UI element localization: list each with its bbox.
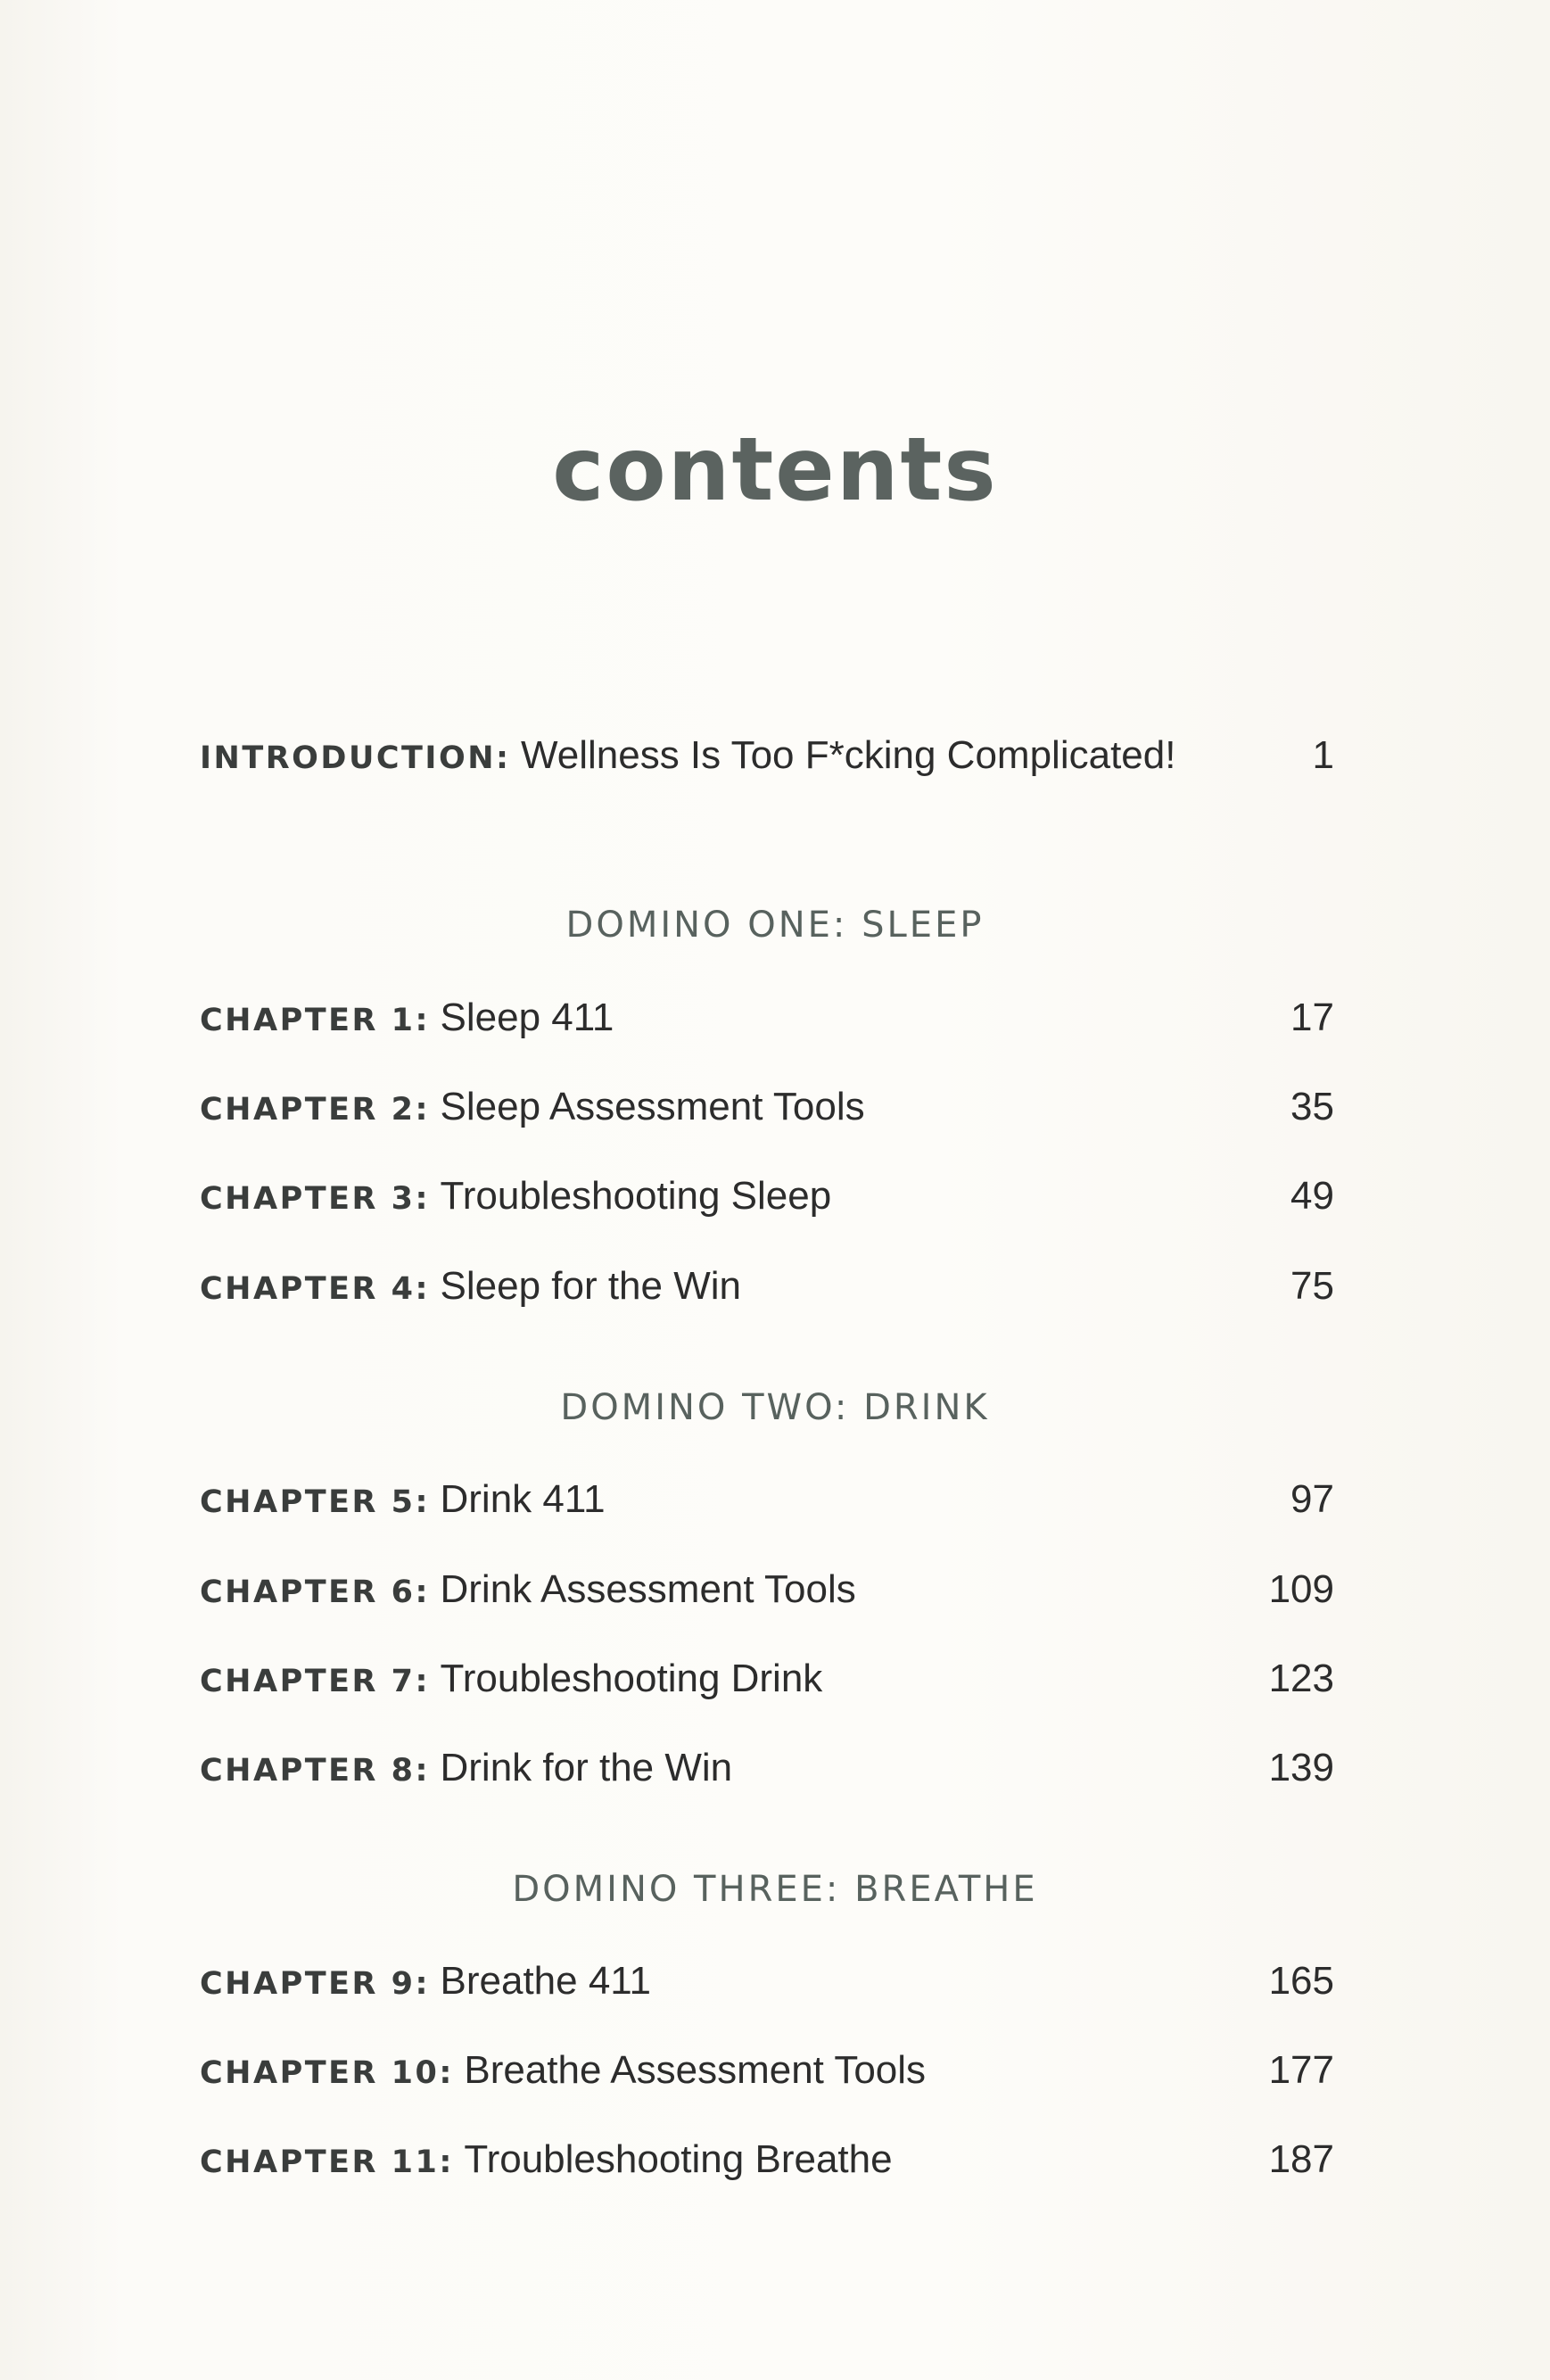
entry-label: CHAPTER 6 (200, 1574, 416, 1610)
entry-page-number: 75 (1290, 1264, 1334, 1308)
toc-entry-chapter-9[interactable] (200, 1959, 1334, 2012)
entry-label: CHAPTER 9 (200, 1966, 416, 2002)
toc-entry-chapter-7[interactable] (200, 1657, 1334, 1710)
toc-entry-chapter-10[interactable] (200, 2048, 1334, 2102)
section-heading-breathe: DOMINO THREE: BREATHE (512, 1869, 1038, 1910)
toc-entry-chapter-1[interactable] (200, 996, 1334, 1049)
toc-entry-introduction[interactable] (200, 733, 1334, 787)
entry-page-number: 35 (1290, 1085, 1334, 1128)
entry-page-number: 17 (1290, 996, 1334, 1039)
entry-title: Breathe Assessment Tools (464, 2048, 927, 2092)
entry-title: Troubleshooting Sleep (440, 1174, 832, 1218)
entry-label: CHAPTER 4 (200, 1271, 416, 1307)
section-heading-drink: DOMINO TWO: DRINK (560, 1387, 990, 1428)
entry-page-number: 139 (1268, 1746, 1334, 1789)
entry-label: CHAPTER 3 (200, 1181, 416, 1217)
entry-page-number: 97 (1290, 1477, 1334, 1521)
entry-title: Troubleshooting Drink (440, 1657, 823, 1700)
entry-colon: : (439, 2055, 452, 2091)
entry-label: CHAPTER 5 (200, 1484, 416, 1520)
toc-entry-chapter-5[interactable] (200, 1477, 1334, 1531)
entry-colon: : (415, 1664, 428, 1699)
entry-title: Sleep 411 (440, 996, 614, 1039)
entry-page-number: 187 (1268, 2137, 1334, 2181)
entry-title: Sleep for the Win (440, 1264, 741, 1308)
entry-title: Drink 411 (440, 1477, 606, 1521)
entry-title: Troubleshooting Breathe (464, 2137, 893, 2181)
entry-page-number: 165 (1268, 1959, 1334, 2003)
entry-label: INTRODUCTION (200, 740, 496, 776)
toc-entry-chapter-11[interactable] (200, 2137, 1334, 2191)
entry-colon: : (415, 1966, 428, 2002)
entry-label: CHAPTER 2 (200, 1092, 416, 1128)
entry-title: Sleep Assessment Tools (440, 1085, 865, 1128)
toc-entry-chapter-8[interactable] (200, 1746, 1334, 1799)
entry-label: CHAPTER 1 (200, 1003, 416, 1038)
entry-colon: : (415, 1271, 428, 1307)
entry-label: CHAPTER 11 (200, 2144, 440, 2180)
entry-title: Drink for the Win (440, 1746, 733, 1789)
entry-title: Wellness Is Too F*cking Complicated! (521, 733, 1176, 777)
toc-entry-chapter-6[interactable] (200, 1567, 1334, 1621)
entry-title: Breathe 411 (440, 1959, 651, 2003)
entry-page-number: 177 (1268, 2048, 1334, 2092)
entry-colon: : (415, 1753, 428, 1789)
entry-colon: : (439, 2144, 452, 2180)
entry-label: CHAPTER 10 (200, 2055, 440, 2091)
entry-colon: : (415, 1003, 428, 1038)
entry-colon: : (415, 1092, 428, 1128)
entry-page-number: 123 (1268, 1657, 1334, 1700)
toc-entry-chapter-4[interactable] (200, 1264, 1334, 1318)
entry-label: CHAPTER 8 (200, 1753, 416, 1789)
entry-colon: : (415, 1181, 428, 1217)
entry-colon: : (415, 1574, 428, 1610)
entry-label: CHAPTER 7 (200, 1664, 416, 1699)
page-title: contents (552, 419, 998, 521)
toc-entry-chapter-2[interactable] (200, 1085, 1334, 1138)
entry-page-number: 109 (1268, 1567, 1334, 1611)
entry-colon: : (415, 1484, 428, 1520)
entry-title: Drink Assessment Tools (440, 1567, 856, 1611)
section-heading-sleep: DOMINO ONE: SLEEP (565, 905, 985, 946)
entry-colon: : (496, 740, 508, 776)
toc-entry-chapter-3[interactable] (200, 1174, 1334, 1227)
entry-page-number: 1 (1312, 733, 1334, 777)
entry-page-number: 49 (1290, 1174, 1334, 1218)
